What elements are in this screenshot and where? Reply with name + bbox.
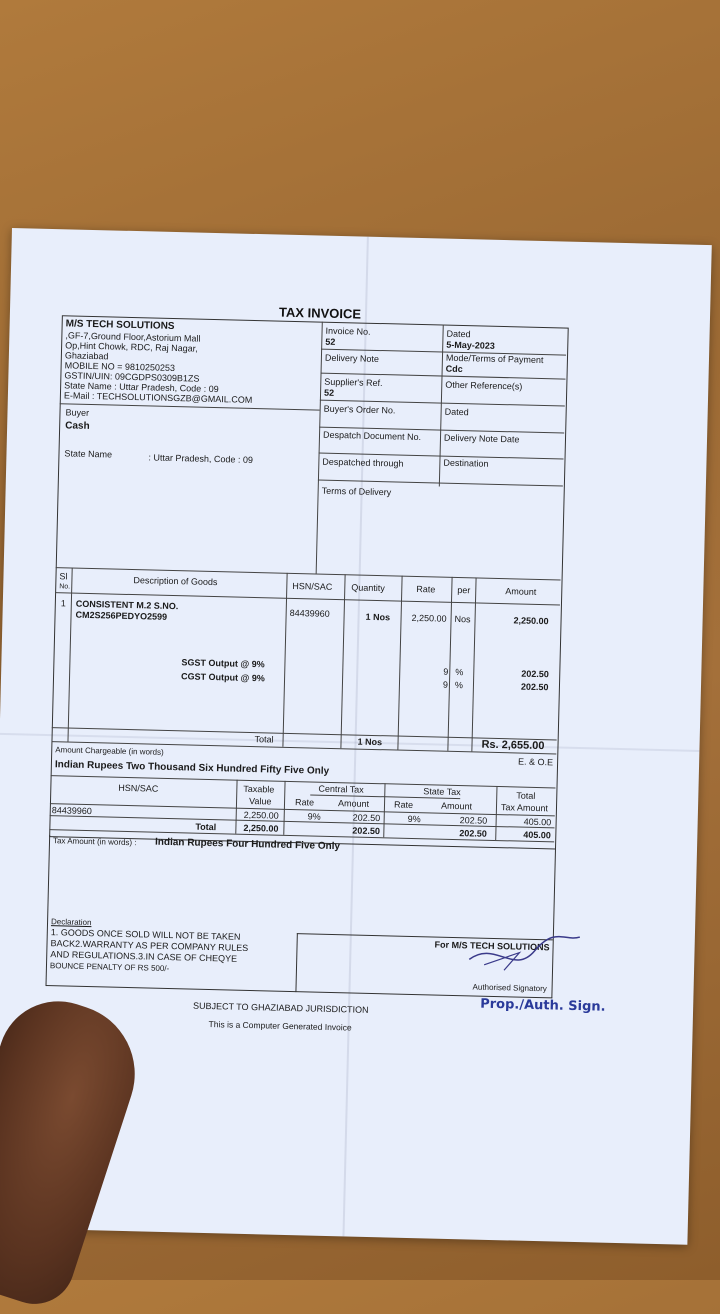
cgst-rate: 9 <box>442 679 449 690</box>
item-quantity: 1 Nos <box>365 611 391 623</box>
total-label: Total <box>254 734 274 745</box>
buyers-order-label: Buyer's Order No. <box>323 403 396 416</box>
item-rate: 2,250.00 <box>411 612 447 624</box>
cgst-label: CGST Output @ 9% <box>180 671 265 684</box>
tax-total-label: Total <box>516 790 536 801</box>
central-amount-label: Amount <box>337 798 370 809</box>
despatch-doc-label: Despatch Document No. <box>322 429 422 443</box>
central-tax-label: Central Tax <box>318 783 364 795</box>
tax-taxable-label: Taxable <box>243 783 275 795</box>
sgst-rate: 9 <box>443 666 449 677</box>
seller-gstin: GSTIN/UIN: 09CGDPS0309B1ZS <box>64 370 200 384</box>
col-rate: Rate <box>416 583 436 595</box>
item-sl: 1 <box>60 598 66 609</box>
tax-words: Indian Rupees Four Hundred Five Only <box>154 836 341 853</box>
dated-value: 5-May-2023 <box>446 339 495 351</box>
declaration-3: AND REGULATIONS.3.IN CASE OF CHEQYE <box>50 949 238 964</box>
invoice-title: TAX INVOICE <box>278 304 362 322</box>
delivery-note-label: Delivery Note <box>324 352 380 365</box>
computer-generated-note: This is a Computer Generated Invoice <box>208 1019 352 1033</box>
total-amount: Rs. 2,655.00 <box>481 738 545 753</box>
tax-row-s-rate: 9% <box>407 813 421 825</box>
suppliers-ref-value: 52 <box>323 387 335 398</box>
despatched-through-label: Despatched through <box>322 456 404 469</box>
invoice-no: 52 <box>325 336 336 347</box>
tax-tot-total: 405.00 <box>523 829 551 841</box>
tax-tot-c-amount: 202.50 <box>352 825 381 837</box>
tax-row-taxable: 2,250.00 <box>243 809 279 821</box>
col-hsn: HSN/SAC <box>292 580 333 592</box>
for-company: For M/S TECH SOLUTIONS <box>434 939 550 953</box>
total-quantity: 1 Nos <box>357 736 383 748</box>
sgst-label: SGST Output @ 9% <box>181 657 265 670</box>
mode-terms-label: Mode/Terms of Payment <box>445 352 544 366</box>
dated-label: Dated <box>446 328 471 340</box>
tax-words-label: Tax Amount (in words) : <box>52 836 137 848</box>
col-sl-no-2: No. <box>59 583 71 591</box>
state-rate-label: Rate <box>393 799 414 810</box>
col-per: per <box>457 584 471 596</box>
tax-tot-s-amount: 202.50 <box>459 828 487 839</box>
terms-delivery-label: Terms of Delivery <box>321 485 392 498</box>
tax-tot-label: Total <box>195 821 217 833</box>
amount-words: Indian Rupees Two Thousand Six Hundred Fifty Five Only <box>54 759 330 777</box>
seller-mobile: MOBILE NO = 9810250253 <box>64 360 176 374</box>
suppliers-ref-label: Supplier's Ref. <box>324 376 383 389</box>
seller-address-3: Ghaziabad <box>64 350 109 362</box>
authorised-signatory: Authorised Signatory <box>472 982 547 994</box>
mode-terms-value: Cdc <box>445 363 463 375</box>
dated2-label: Dated <box>444 406 469 418</box>
tax-row-s-amount: 202.50 <box>459 815 488 826</box>
destination-label: Destination <box>443 457 489 469</box>
col-amount: Amount <box>505 586 537 597</box>
item-desc-2: CM2S256PEDYO2599 <box>75 609 168 622</box>
tax-row-total: 405.00 <box>523 816 552 828</box>
seller-address-1: ,GF-7,Ground Floor,Astorium Mall <box>65 330 201 344</box>
tax-tot-taxable: 2,250.00 <box>243 822 279 834</box>
invoice-no-label: Invoice No. <box>325 325 371 337</box>
sgst-pct: % <box>455 666 464 678</box>
seller-state: State Name : Uttar Pradesh, Code : 09 <box>64 380 219 395</box>
delivery-note-date-label: Delivery Note Date <box>443 432 520 445</box>
other-ref-label: Other Reference(s) <box>445 379 523 392</box>
signature-scribble <box>464 929 585 982</box>
state-amount-label: Amount <box>440 800 473 812</box>
tax-value-label: Value <box>248 795 272 807</box>
buyer-name: Cash <box>65 420 90 432</box>
state-name-label: State Name <box>64 448 113 460</box>
state-name-value: : Uttar Pradesh, Code : 09 <box>148 452 254 465</box>
cgst-pct: % <box>454 679 464 691</box>
eoe-text: E. & O.E <box>517 756 554 768</box>
seller-address-2: Op,Hint Chowk, RDC, Raj Nagar, <box>65 340 198 354</box>
tax-row-hsn: 84439960 <box>51 805 92 817</box>
declaration-label: Declaration <box>50 917 92 928</box>
sgst-amount: 202.50 <box>521 668 549 680</box>
tax-row-c-amount: 202.50 <box>352 812 381 824</box>
jurisdiction: SUBJECT TO GHAZIABAD JURISDICTION <box>192 1000 369 1015</box>
col-quantity: Quantity <box>351 582 385 594</box>
seller-name: M/S TECH SOLUTIONS <box>65 318 175 332</box>
col-description: Description of Goods <box>133 575 218 588</box>
central-rate-label: Rate <box>294 797 315 808</box>
cgst-amount: 202.50 <box>520 681 549 693</box>
item-per: Nos <box>454 613 471 625</box>
buyer-label: Buyer <box>65 407 90 418</box>
item-amount: 2,250.00 <box>513 615 549 627</box>
declaration-2: BACK2.WARRANTY AS PER COMPANY RULES <box>50 938 249 953</box>
declaration-4: BOUNCE PENALTY OF RS 500/- <box>49 961 170 974</box>
tax-row-c-rate: 9% <box>307 811 321 822</box>
tax-hsn-label: HSN/SAC <box>118 782 159 794</box>
seller-email: E-Mail : TECHSOLUTIONSGZB@GMAIL.COM <box>63 390 253 405</box>
state-tax-label: State Tax <box>423 786 461 798</box>
col-sl-no: Sl <box>59 571 68 582</box>
amount-words-label: Amount Chargeable (in words) <box>55 745 164 757</box>
item-desc-1: CONSISTENT M.2 S.NO. <box>75 598 179 612</box>
prop-auth-sign: Prop./Auth. Sign. <box>479 996 606 1015</box>
declaration-1: 1. GOODS ONCE SOLD WILL NOT BE TAKEN <box>50 927 241 942</box>
item-hsn: 84439960 <box>289 607 330 619</box>
tax-amount-label: Tax Amount <box>500 802 549 814</box>
